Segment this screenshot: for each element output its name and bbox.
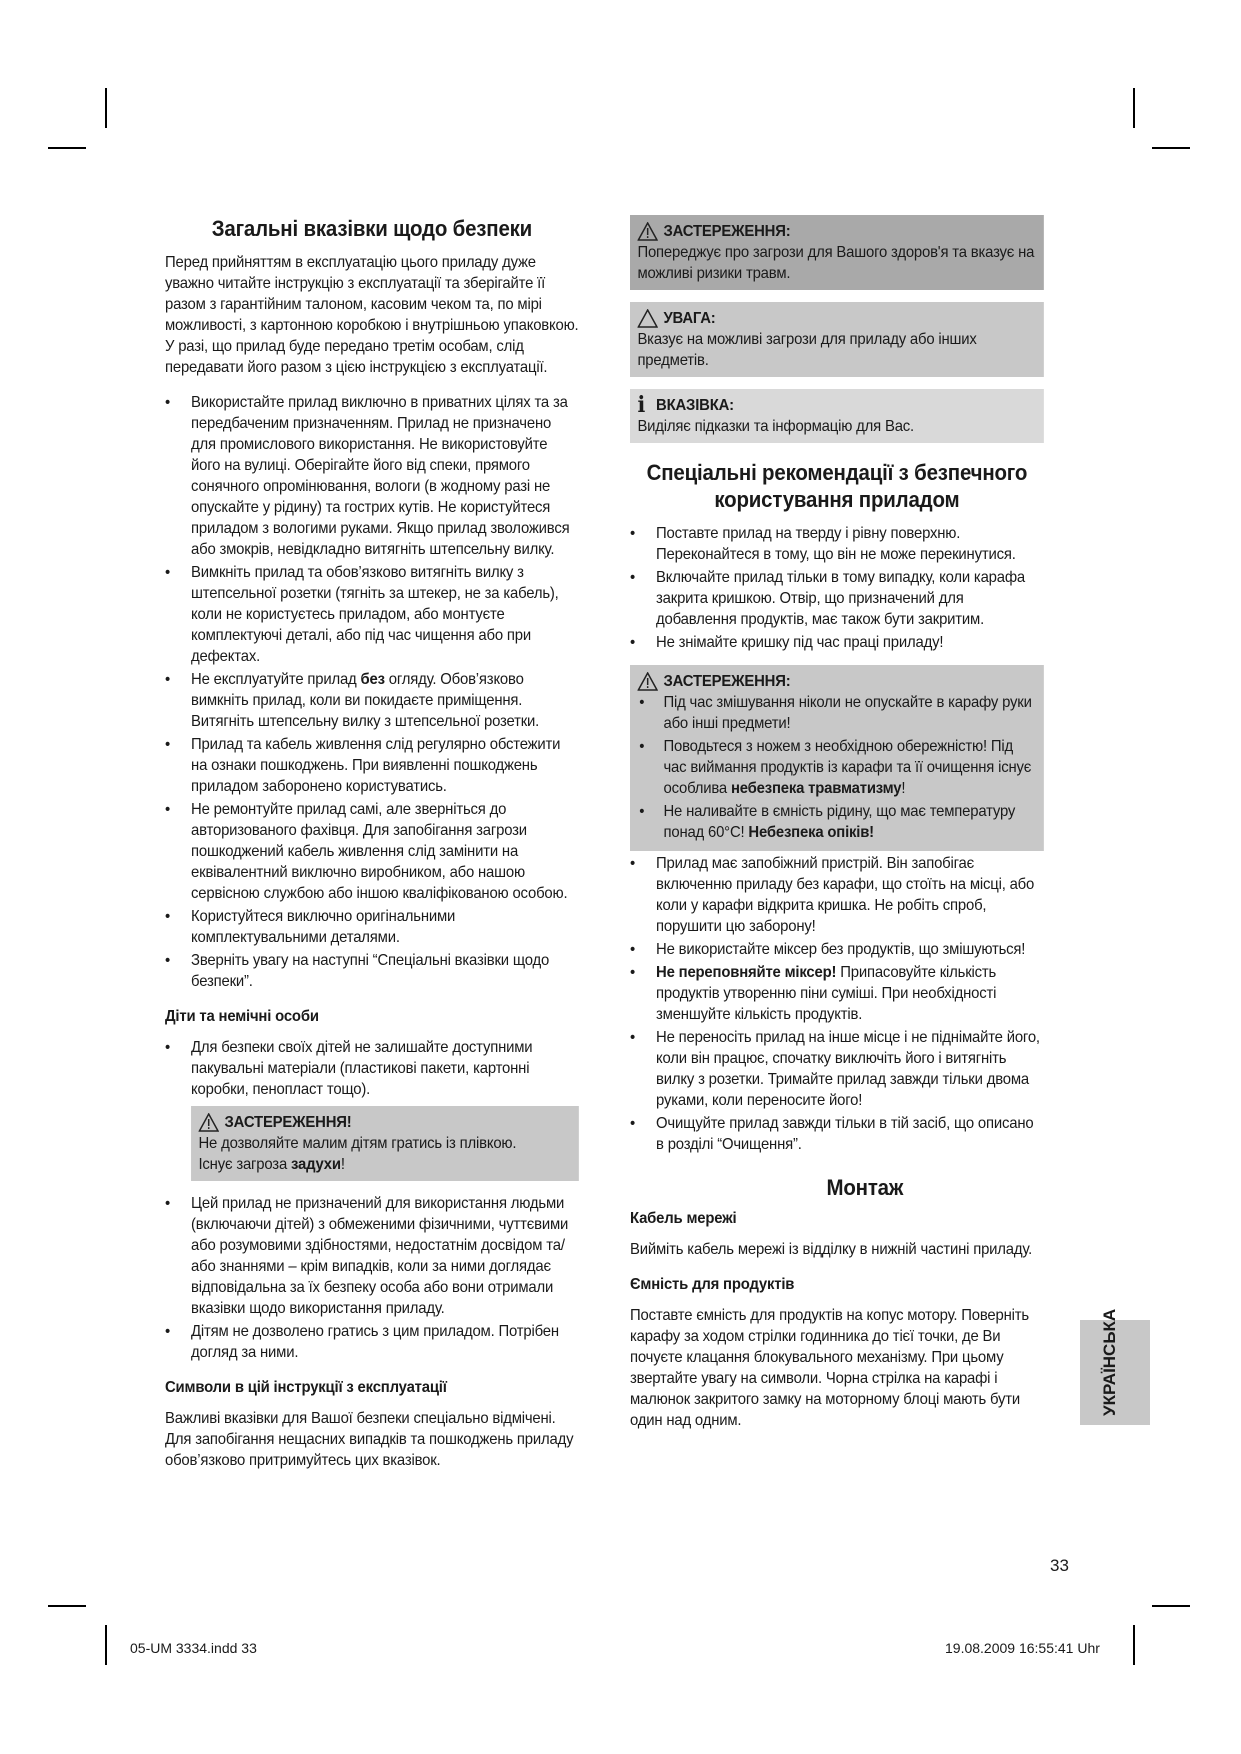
list-item: • Цей прилад не призначений для використання людьми (включаючи дітей) з обмеженими фізичними, чуттєвими або розумовими здібностями, недостатнім досвідом та/ або знаннями – крім випадків, коли за ними доглядає відповідальна за їх безпеку особа або вони отримали вказівки щодо використання приладу. (165, 1193, 579, 1319)
symbols-heading: Символи в цій інструкції з експлуатації (165, 1379, 447, 1396)
list-item: • Зверніть увагу на наступні “Спеціальні вказівки щодо безпеки”. (165, 950, 579, 992)
usage-list (630, 853, 1044, 1155)
list-item: • Для безпеки своїх дітей не залишайте доступними пакувальні матеріали (пластикові пакети, картонні коробки, пенопласт тощо). (165, 1037, 579, 1100)
attention-title-text: УВАГА: (663, 310, 716, 327)
list-item: • Не використайте міксер без продуктів, що змішуються! (630, 939, 1044, 960)
left-column (165, 215, 579, 1485)
list-item: • Під час змішування ніколи не опускайте в карафу руки або інші предмети! (637, 692, 1036, 734)
special-title: Спеціальні рекомендації з безпечного користування приладом (646, 460, 1028, 512)
list-item: • Поводьтеся з ножем з необхідною обережністю! Під час виймання продуктів із карафи та її очищення існує особлива небезпека травматизму! (637, 736, 1036, 799)
list-item: • Не знімайте кришку під час праці приладу! (630, 632, 1044, 653)
special-list (630, 523, 1044, 653)
list-item: • Використайте прилад виключно в приватних цілях та за передбаченим призначенням. Прилад не призначено для промислового використання. Не використовуйте його на вулиці. Оберігайте його від спеки, прямого сонячного опромінювання, вологи (в жодному разі не опускайте у рідину) та гострих кутів. Не користуйтеся приладом з вологими руками. Якщо прилад зволожився або змокрів, невідкладно витягніть штепсельну вилку. (165, 392, 579, 560)
attention-box-title (637, 308, 1036, 329)
warning-title-text: ЗАСТЕРЕЖЕННЯ! (224, 1114, 352, 1131)
cable-paragraph: Вийміть кабель мережі із відділку в нижній частині приладу. (630, 1241, 1033, 1258)
crop-mark (105, 1625, 107, 1665)
footer-datetime: 19.08.2009 16:55:41 Uhr (945, 1640, 1100, 1656)
safety-list (165, 392, 579, 992)
note-box-title (637, 392, 1036, 418)
warning-triangle-outline-icon (637, 309, 657, 328)
warning-triangle-icon (637, 222, 657, 241)
note-text: Виділяє підказки та інформацію для Вас. (637, 418, 914, 435)
warning-box-title (198, 1112, 571, 1133)
list-item: • Поставте прилад на тверду і рівну поверхню. Переконайтеся в тому, що він не може перекинутися. (630, 523, 1044, 565)
warning-triangle-icon (637, 672, 657, 691)
right-column (630, 215, 1044, 1445)
intro-paragraph: Перед прийняттям в експлуатацію цього приладу дуже уважно читайте інструкцію з експлуатації та зберігайте її разом з гарантійним талоном, касовим чеком та, по мірі можливості, з картонною коробкою і внутрішньою упаковкою. У разі, що прилад буде передано третім особам, слід передавати його разом з цією інструкцією з експлуатації. (165, 254, 579, 376)
list-item: • Прилад має запобіжний пристрій. Він запобігає включенню приладу без карафи, що стоїть на місці, або коли у карафи відкрита кришка. Не робіть спроб, порушити цю заборону! (630, 853, 1044, 937)
caution-text: Попереджує про загрози для Вашого здоров'я та вказує на можливі ризики травм. (637, 244, 1035, 282)
blade-warning-title (637, 671, 1036, 692)
crop-mark (1152, 147, 1190, 149)
crop-mark (1133, 88, 1135, 128)
page-number: 33 (1050, 1556, 1069, 1575)
symbols-paragraph: Важливі вказівки для Вашої безпеки спеціально відмічені. Для запобігання нещасних випадків та пошкоджень приладу обов’язково притримуйтесь цих вказівок. (165, 1410, 574, 1469)
list-item: • Не переносіть прилад на інше місце і не піднімайте його, коли він працює, спочатку виключіть його і витягніть вилку з розетки. Тримайте прилад завжди тільки двома руками, коли переносите його! (630, 1027, 1044, 1111)
language-tab (1080, 1308, 1150, 1425)
caution-box-title (637, 221, 1036, 242)
children-heading: Діти та немічні особи (165, 1008, 319, 1025)
caution-box (630, 215, 1044, 290)
note-box (630, 389, 1044, 443)
blade-warning-list (637, 692, 1036, 843)
blade-warning-title-text: ЗАСТЕРЕЖЕННЯ: (663, 673, 791, 690)
warning-line: Не дозволяйте малим дітям гратись із плівкою. (198, 1135, 517, 1152)
list-item: • Користуйтеся виключно оригінальними комплектувальними деталями. (165, 906, 579, 948)
list-item: • Не наливайте в ємність рідину, що має температуру понад 60°C! Небезпека опіків! (637, 801, 1036, 843)
note-title-text: ВКАЗІВКА: (656, 397, 734, 414)
warning-box (191, 1106, 579, 1181)
crop-mark (1133, 1625, 1135, 1665)
attention-text: Вказує на можливі загрози для приладу або інших предметів. (637, 331, 977, 369)
warning-line: Існує загроза задухи! (198, 1156, 345, 1173)
crop-mark (105, 88, 107, 128)
container-paragraph: Поставте ємність для продуктів на копус мотору. Поверніть карафу за ходом стрілки годинника до тієї точки, де Ви почуєте клацання блокувального механізму. При цьому звертайте увагу на символи. Чорна стрілка на карафі і малюнок закритого замку на моторному блоці мають бути один над одним. (630, 1307, 1029, 1429)
montage-title: Монтаж (826, 1175, 904, 1200)
list-item: • Очищуйте прилад завжди тільки в тій засіб, що описано в розділі “Очищення”. (630, 1113, 1044, 1155)
children-list (165, 1037, 579, 1100)
list-item: • Не переповняйте міксер! Припасовуйте кількість продуктів утворенню піни суміші. При необхідності зменшуйте кількість продуктів. (630, 962, 1044, 1025)
section-title: Загальні вказівки щодо безпеки (211, 216, 533, 241)
crop-mark (48, 147, 86, 149)
cable-heading: Кабель мережі (630, 1210, 737, 1227)
list-item: • Вимкніть прилад та обов’язково витягніть вилку з штепсельної розетки (тягніть за штекер, не за кабель), коли не користуєтесь приладом, або монтуєте комплектуючі деталі, або під час чищення або при дефектах. (165, 562, 579, 667)
list-item: • Включайте прилад тільки в тому випадку, коли карафа закрита кришкою. Отвір, що призначений для добавлення продуктів, має також бути закритим. (630, 567, 1044, 630)
attention-box (630, 302, 1044, 377)
list-item: • Не експлуатуйте прилад без огляду. Обов’язково вимкніть прилад, коли ви покидаєте приміщення. Витягніть штепсельну вилку з штепсельної розетки. (165, 669, 579, 732)
warning-triangle-icon (198, 1113, 218, 1132)
info-icon: i (637, 392, 646, 418)
language-tab-label: УКРАЇНСЬКА (1100, 1308, 1119, 1416)
list-item: • Прилад та кабель живлення слід регулярно обстежити на ознаки пошкоджень. При виявленні пошкоджень приладом заборонено користуватись. (165, 734, 579, 797)
footer-file: 05-UM 3334.indd 33 (130, 1640, 257, 1656)
list-item: • Дітям не дозволено гратись з цим приладом. Потрібен догляд за ними. (165, 1321, 579, 1363)
blade-warning-box (630, 665, 1044, 851)
children-list-2 (165, 1193, 579, 1363)
crop-mark (1152, 1605, 1190, 1607)
list-item: • Не ремонтуйте прилад самі, але зверніться до авторизованого фахівця. Для запобігання загрози пошкоджений кабель живлення слід замінити на еквівалентний виключно виробником, або нашою сервісною службою або іншою кваліфікованою особою. (165, 799, 579, 904)
caution-title-text: ЗАСТЕРЕЖЕННЯ: (663, 223, 791, 240)
crop-mark (48, 1605, 86, 1607)
container-heading: Ємність для продуктів (630, 1276, 795, 1293)
